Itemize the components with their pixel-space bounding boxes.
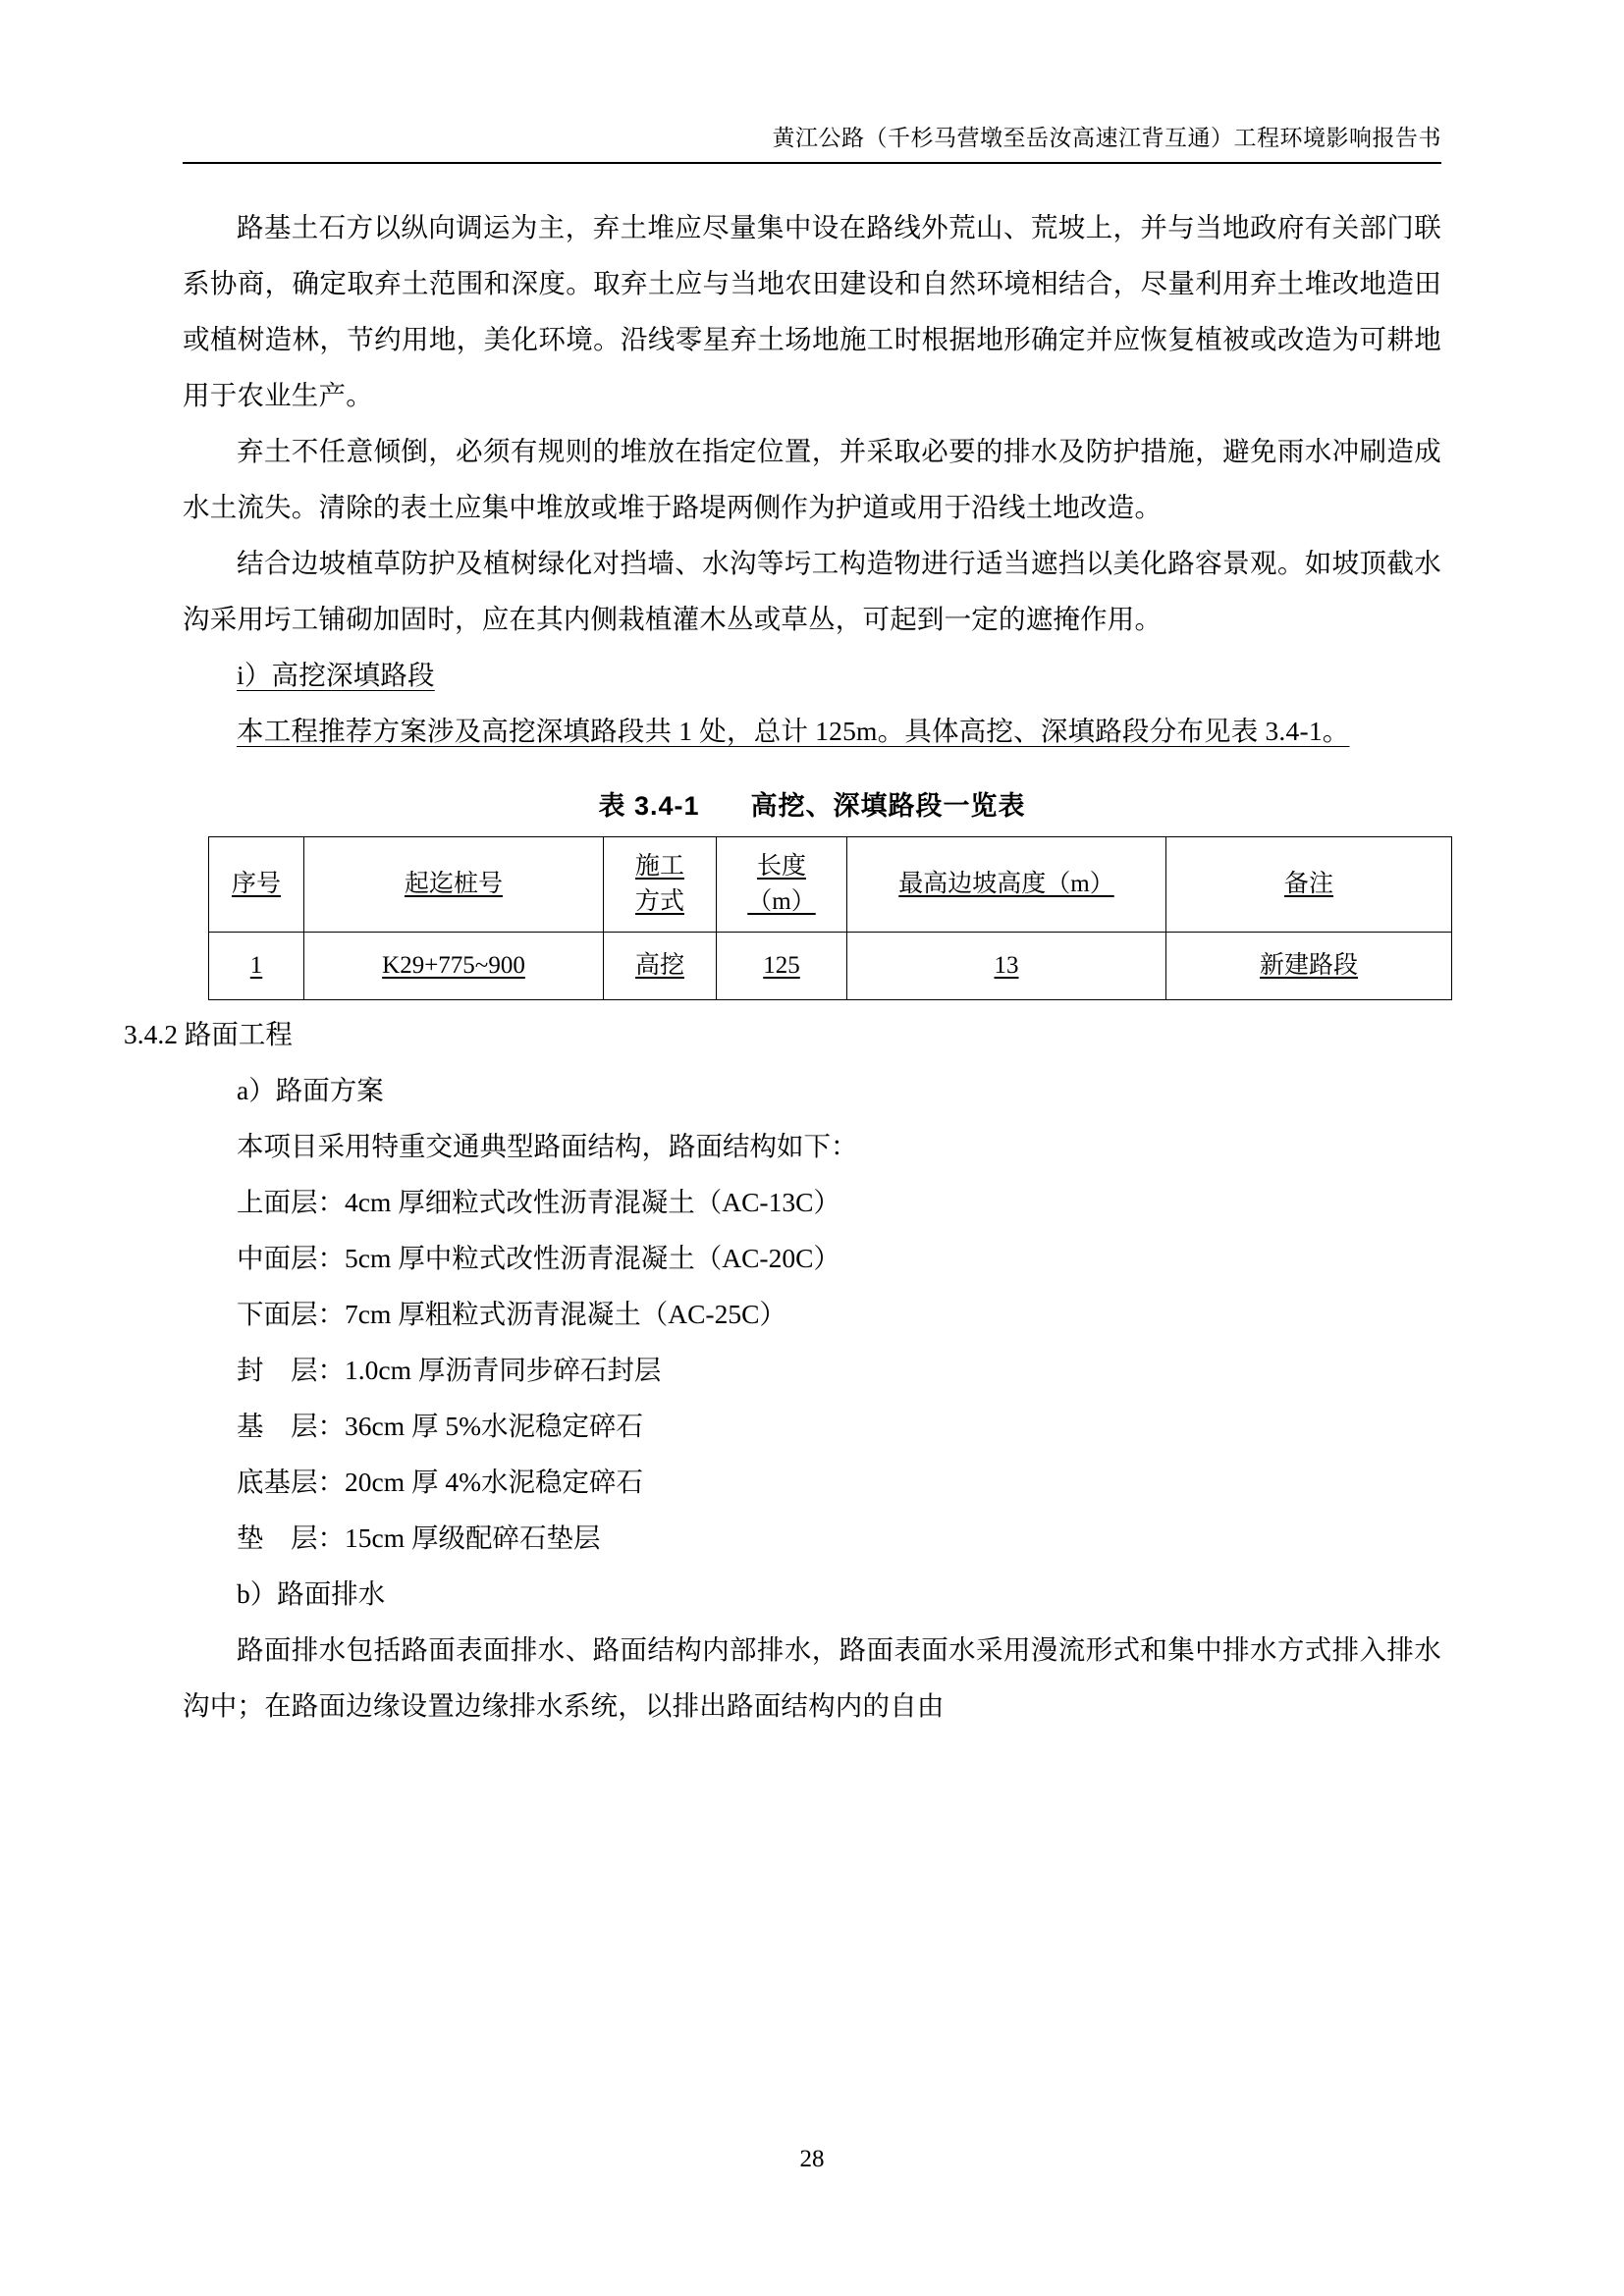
running-header-text: 黄江公路（千杉马营墩至岳汝高速江背互通）工程环境影响报告书 (772, 126, 1441, 150)
pavement-layer-seal: 封 层：1.0cm 厚沥青同步碎石封层 (237, 1355, 662, 1385)
pavement-layer-subbase: 底基层：20cm 厚 4%水泥稳定碎石 (237, 1467, 644, 1497)
header-divider (183, 162, 1441, 164)
cell-length: 125 (717, 933, 847, 1000)
drainage-paragraph: 路面排水包括路面表面排水、路面结构内部排水，路面表面水采用漫流形式和集中排水方式排入排水沟中；在路面边缘设置边缘排水系统，以排出路面结构内的自由 (183, 1634, 1441, 1721)
cell-max-slope: 13 (847, 933, 1166, 1000)
page-number: 28 (799, 2146, 825, 2172)
pavement-layer-surface-middle: 中面层：5cm 厚中粒式改性沥青混凝土（AC-20C） (237, 1243, 840, 1273)
pavement-layer-cushion: 垫 层：15cm 厚级配碎石垫层 (237, 1522, 601, 1553)
pavement-intro: 本项目采用特重交通典型路面结构，路面结构如下： (237, 1131, 858, 1161)
header-cell-no: 序号 (209, 837, 304, 933)
item-heading-i: i）高挖深填路段 (237, 660, 435, 690)
paragraph-1: 路基土石方以纵向调运为主，弃土堆应尽量集中设在路线外荒山、荒坡上，并与当地政府有关部门联系协商，确定取弃土范围和深度。取弃土应与当地农田建设和自然环境相结合，尽量利用弃土堆改地造田或植树造林，节约用地，美化环境。沿线零星弃土场地施工时根据地形确定并应恢复植被或改造为可耕地用于农业生产。 (183, 212, 1441, 410)
table-caption-title: 高挖、深填路段一览表 (750, 791, 1026, 821)
cell-stake: K29+775~900 (304, 933, 604, 1000)
high-cut-deep-fill-table (208, 836, 1452, 1000)
cell-no: 1 (209, 933, 304, 1000)
subsection-b: b）路面排水 (237, 1578, 386, 1609)
section-heading-342: 3.4.2 路面工程 (124, 1019, 293, 1049)
page-content (124, 0, 1441, 1734)
paragraph-3: 结合边坡植草防护及植树绿化对挡墙、水沟等圬工构造物进行适当遮挡以美化路容景观。如坡顶截水沟采用圬工铺砌加固时，应在其内侧栽植灌木丛或草丛，可起到一定的遮掩作用。 (183, 548, 1441, 634)
header-cell-length: 长度 （m） (717, 837, 847, 933)
header-cell-remark: 备注 (1166, 837, 1452, 933)
header-cell-stake: 起迄桩号 (304, 837, 604, 933)
pavement-layer-surface-top: 上面层：4cm 厚细粒式改性沥青混凝土（AC-13C） (237, 1187, 840, 1217)
running-header (183, 0, 1441, 152)
header-cell-max-slope: 最高边坡高度（m） (847, 837, 1166, 933)
table-row (209, 933, 1452, 1000)
paragraph-4: 本工程推荐方案涉及高挖深填路段共 1 处，总计 125m。具体高挖、深填路段分布见表 3.4-1。 (237, 716, 1350, 746)
table-caption (183, 784, 1441, 823)
cell-remark: 新建路段 (1166, 933, 1452, 1000)
pavement-layer-base: 基 层：36cm 厚 5%水泥稳定碎石 (237, 1411, 644, 1441)
header-cell-method: 施工 方式 (604, 837, 717, 933)
pavement-layer-surface-bottom: 下面层：7cm 厚粗粒式沥青混凝土（AC-25C） (237, 1299, 786, 1329)
page-footer (0, 2146, 1624, 2173)
paragraph-2: 弃土不任意倾倒，必须有规则的堆放在指定位置，并采取必要的排水及防护措施，避免雨水冲刷造成水土流失。清除的表土应集中堆放或堆于路堤两侧作为护道或用于沿线土地改造。 (183, 436, 1441, 522)
table-caption-number: 表 3.4-1 (598, 791, 700, 821)
subsection-a: a）路面方案 (237, 1075, 384, 1105)
cell-method: 高挖 (604, 933, 717, 1000)
table-header-row (209, 837, 1452, 933)
